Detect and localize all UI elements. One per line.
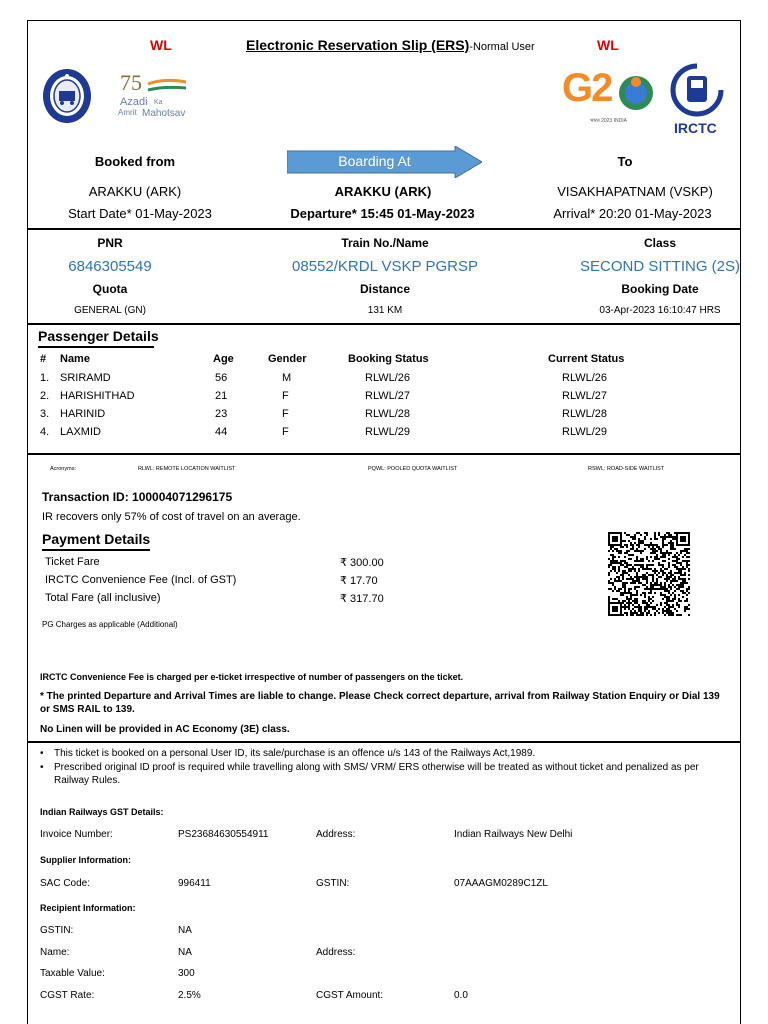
address-label: Address: — [316, 829, 356, 840]
taxable-value-label: Taxable Value: — [40, 968, 105, 979]
ticket-fare-label: Ticket Fare — [45, 556, 100, 568]
convenience-fee-label: IRCTC Convenience Fee (Incl. of GST) — [45, 574, 237, 586]
heading-underline — [42, 549, 150, 551]
address-value: Indian Railways New Delhi — [454, 829, 573, 840]
border-top — [27, 20, 741, 21]
taxable-value: 300 — [178, 968, 195, 979]
acronym-pqwl: PQWL: POOLED QUOTA WAITLIST — [368, 466, 458, 472]
from-station: ARAKKU (ARK) — [88, 184, 182, 199]
linen-note: No Linen will be provided in AC Economy (3E) class. — [40, 724, 290, 735]
quota-value: GENERAL (GN) — [74, 305, 146, 316]
list-item: • This ticket is booked on a personal User ID, its sale/purchase is an offence u/s 143 of the Railways Act,1989. — [40, 748, 536, 759]
boarding-arrow — [287, 146, 482, 178]
distance-value: 131 KM — [367, 305, 403, 316]
recipient-name-label: Name: — [40, 947, 70, 958]
passenger-details-heading: Passenger Details — [38, 328, 159, 344]
train-value: 08552/KRDL VSKP PGRSP — [292, 258, 478, 275]
azadi-ka-amrit-mahotsav-logo: 75 Azadi Ka Amrit Mahotsav — [118, 70, 186, 119]
table-row: 1. SRIRAMD 56 M RLWL/26 RLWL/26 — [40, 372, 608, 384]
invoice-label: Invoice Number: — [40, 829, 113, 840]
divider — [27, 228, 741, 230]
col-booking-status: Booking Status — [348, 353, 429, 365]
indian-railways-logo — [41, 67, 93, 125]
boarding-station: ARAKKU (ARK) — [334, 184, 432, 199]
border-left — [27, 20, 28, 1024]
total-fare-value: ₹ 317.70 — [340, 593, 384, 605]
transaction-id: Transaction ID: 100004071296175 — [42, 490, 233, 504]
timing-change-note: * The printed Departure and Arrival Times are liable to change. Please Check correct departure, arrival from Railway Station Enquiry or Dial 139 or SMS RAIL to 139. — [40, 691, 720, 715]
acronyms-label: Acronyms: — [50, 466, 76, 472]
quota-label: Quota — [92, 282, 128, 296]
pnr-label: PNR — [97, 236, 123, 250]
irctc-logo: IRCTC — [666, 62, 728, 136]
divider — [27, 741, 741, 743]
to-station: VISAKHAPATNAM (VSKP) — [557, 184, 713, 199]
border-right — [740, 20, 741, 1024]
passenger-list — [40, 372, 700, 444]
gstin-value: 07AAAGM0289C1ZL — [454, 878, 548, 889]
list-item: • Prescribed original ID proof is required while travelling along with SMS/ VRM/ ERS otherwise will be treated as without ticket and penalized as per Railway Rules. — [40, 762, 699, 786]
recipient-gstin-value: NA — [178, 925, 192, 936]
table-row: 2. HARISHITHAD 21 F RLWL/27 RLWL/27 — [40, 390, 608, 402]
cgst-amount-label: CGST Amount: — [316, 990, 384, 1001]
ers-title-line — [246, 37, 535, 55]
pg-charges-note: PG Charges as applicable (Additional) — [42, 620, 178, 629]
departure-time: Departure* 15:45 01-May-2023 — [290, 206, 475, 221]
acronym-rswl: RSWL: ROAD-SIDE WAITLIST — [588, 466, 665, 472]
convenience-fee-note: IRCTC Convenience Fee is charged per e-ticket irrespective of number of passengers on the ticket. — [40, 672, 464, 682]
table-row: 4. LAXMID 44 F RLWL/29 RLWL/29 — [40, 426, 608, 438]
waitlist-badge-right: WL — [597, 37, 619, 53]
train-label: Train No./Name — [341, 236, 429, 250]
bullet-icon: • — [40, 748, 44, 759]
terms-list — [40, 747, 730, 787]
col-current-status: Current Status — [548, 353, 625, 365]
sac-label: SAC Code: — [40, 878, 91, 889]
recipient-address-label: Address: — [316, 947, 356, 958]
heading-underline — [38, 346, 154, 348]
divider — [27, 453, 741, 455]
waitlist-badge-left: WL — [150, 37, 172, 53]
divider — [27, 323, 741, 325]
qr-code — [608, 532, 690, 616]
arrival-time: Arrival* 20:20 01-May-2023 — [553, 206, 712, 221]
payment-details-heading: Payment Details — [42, 531, 151, 547]
col-gender: Gender — [268, 353, 307, 365]
convenience-fee-value: ₹ 17.70 — [340, 575, 378, 587]
cgst-rate-value: 2.5% — [178, 990, 201, 1001]
cgst-rate-label: CGST Rate: — [40, 990, 95, 1001]
gstin-label: GSTIN: — [316, 878, 350, 889]
ers-title-suffix: -Normal User — [469, 41, 535, 53]
cgst-amount-value: 0.0 — [454, 990, 468, 1001]
start-date: Start Date* 01-May-2023 — [68, 206, 212, 221]
recipient-heading: Recipient Information: — [40, 903, 136, 913]
sac-value: 996411 — [178, 878, 211, 889]
col-name: Name — [60, 353, 90, 365]
bullet-icon: • — [40, 762, 44, 773]
class-value: SECOND SITTING (2S) — [580, 258, 741, 275]
recipient-gstin-label: GSTIN: — [40, 925, 74, 936]
gst-heading: Indian Railways GST Details: — [40, 807, 164, 817]
recipient-name-value: NA — [178, 947, 192, 958]
ers-title: Electronic Reservation Slip (ERS) — [246, 37, 470, 53]
boarding-at-label: Boarding At — [338, 153, 411, 169]
acronym-rlwl: RLWL: REMOTE LOCATION WAITLIST — [138, 466, 236, 472]
booking-date-value: 03-Apr-2023 16:10:47 HRS — [599, 305, 721, 316]
supplier-heading: Supplier Information: — [40, 855, 131, 865]
g20-logo: G2 भारत 2023 INDIA — [562, 66, 662, 132]
pnr-value: 6846305549 — [68, 258, 152, 275]
ticket-fare-value: ₹ 300.00 — [340, 557, 384, 569]
col-number: # — [40, 353, 47, 365]
table-row: 3. HARINID 23 F RLWL/28 RLWL/28 — [40, 408, 608, 420]
col-age: Age — [213, 353, 234, 365]
cost-recovery-note: IR recovers only 57% of cost of travel on an average. — [42, 511, 301, 523]
class-label: Class — [643, 236, 677, 250]
total-fare-label: Total Fare (all inclusive) — [45, 592, 161, 604]
invoice-value: PS23684630554911 — [178, 829, 269, 840]
to-label: To — [617, 154, 633, 169]
booked-from-label: Booked from — [94, 154, 176, 169]
booking-date-label: Booking Date — [621, 282, 699, 296]
distance-label: Distance — [359, 282, 411, 296]
